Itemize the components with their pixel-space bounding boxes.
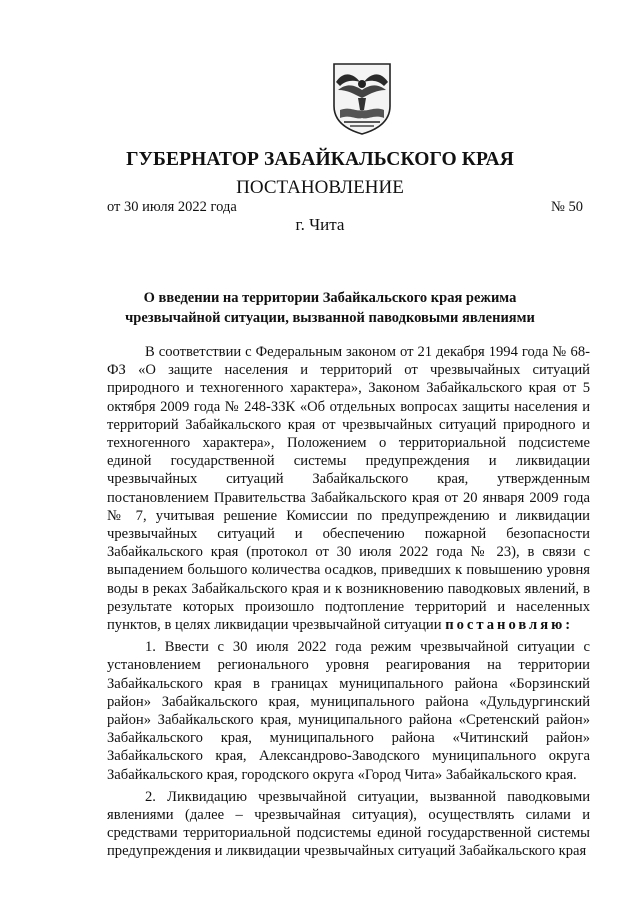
paragraph-item-1: 1. Ввести с 30 июля 2022 года режим чрезвычайной ситуации с установлением регионального уровня реагирования на территории Забайкальского края в границах муниципального района «Борзинский район» Забайкальского края, муниципального района «Дульдургинский район» Забайкальского края, муниципального района «Сретенский район» Забайкальского края, муниципального района «Читинский район» Забайкальского края, Александрово-Заводского муниципального округа Забайкальского края, городского округа «Город Чита» Забайкальского края.	[107, 639, 590, 783]
document-body	[107, 343, 590, 865]
document-city: г. Чита	[295, 215, 345, 234]
paragraph-preamble	[107, 343, 590, 634]
preamble-text: В соответствии с Федеральным законом от 21 декабря 1994 года № 68-ФЗ «О защите населения и территорий от чрезвычайных ситуаций природного и техногенного характера», Законом Забайкальского края от 5 октября 2009 года № 248-ЗЗК «Об отдельных вопросах защиты населения и территорий Забайкальского края от чрезвычайных ситуаций природного и техногенного характера», Положением о территориальной подсистеме единой государственной системы предупреждения и ликвидации чрезвычайных ситуаций Забайкальского края, утвержденным постановлением Правительства Забайкальского края от 20 января 2009 года № 7, учитывая решение Комиссии по предупреждению и ликвидации чрезвычайных ситуаций и обеспечению пожарной безопасности Забайкальского края (протокол от 30 июля 2022 года № 23), в связи с выпадением большого количества осадков, приведших к повышению уровня воды в реках Забайкальского края и к возникновению паводковых явлений, в результате которых произошло подтопление территорий и населенных пунктов, в целях ликвидации чрезвычайной ситуации	[107, 344, 590, 634]
document-number: № 50	[551, 199, 583, 215]
document-date: от 30 июля 2022 года	[107, 199, 237, 215]
resolution-keyword: постановляю:	[445, 617, 574, 634]
subject-line-2: чрезвычайной ситуации, вызванной паводковыми явлениями	[125, 309, 535, 326]
issuer-title: ГУБЕРНАТОР ЗАБАЙКАЛЬСКОГО КРАЯ	[126, 149, 514, 170]
coat-of-arms-emblem	[330, 60, 394, 136]
document-subject	[120, 289, 540, 328]
subject-line-1: О введении на территории Забайкальского края режима	[143, 290, 517, 306]
document-type: ПОСТАНОВЛЕНИЕ	[236, 177, 404, 198]
paragraph-item-2: 2. Ликвидацию чрезвычайной ситуации, вызванной паводковыми явлениями (далее – чрезвычайная ситуация), осуществлять силами и средствами территориальной подсистемы единой государственной системы предупреждения и ликвидации чрезвычайных ситуаций Забайкальского края	[107, 788, 590, 860]
